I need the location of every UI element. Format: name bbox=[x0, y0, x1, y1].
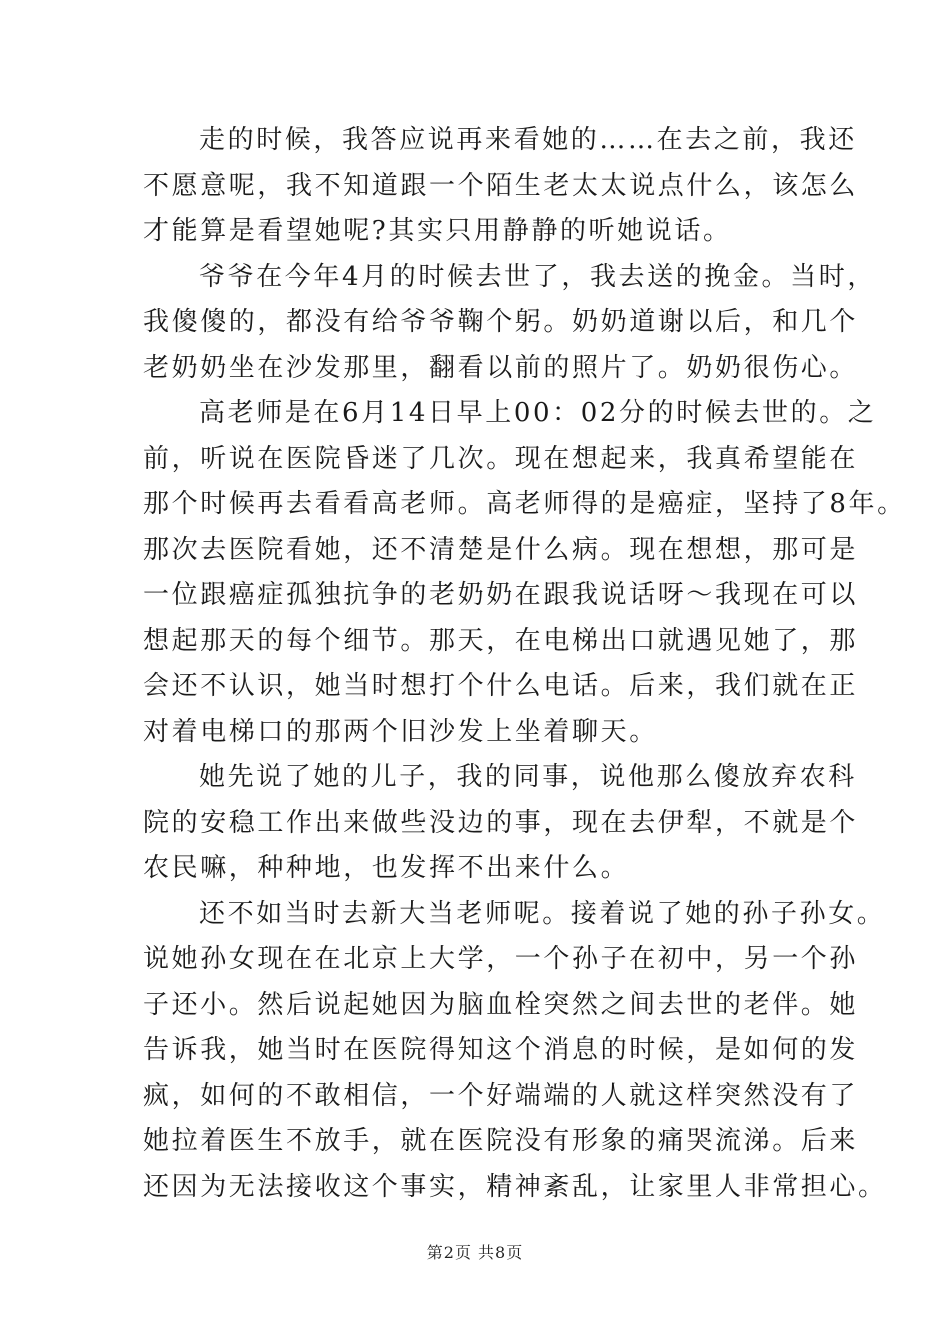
text-line: 子还小。然后说起她因为脑血栓突然之间去世的老伴。她 bbox=[143, 989, 859, 1020]
paragraph-start-line: 高老师是在6月14日早上00：02分的时候去世的。之 bbox=[199, 398, 877, 428]
text-line: 一位跟癌症孤独抗争的老奶奶在跟我说话呀～我现在可以 bbox=[143, 580, 859, 610]
text-line: 还因为无法接收这个事实，精神紊乱，让家里人非常担心。 bbox=[143, 1171, 887, 1202]
text-line: 我傻傻的，都没有给爷爷鞠个躬。奶奶道谢以后，和几个 bbox=[143, 307, 859, 337]
page-footer: 第2页 共8页 bbox=[426, 1243, 524, 1262]
text-line: 对着电梯口的那两个旧沙发上坐着聊天。 bbox=[143, 716, 658, 747]
body-text bbox=[143, 118, 906, 1210]
paragraph-start-line: 走的时候，我答应说再来看她的……在去之前，我还 bbox=[199, 125, 857, 155]
text-line: 才能算是看望她呢?其实只用静静的听她说话。 bbox=[143, 216, 732, 246]
text-line: 告诉我，她当时在医院得知这个消息的时候，是如何的发 bbox=[143, 1035, 859, 1065]
text-line: 院的安稳工作出来做些没边的事，现在去伊犁，不就是个 bbox=[143, 807, 859, 838]
text-line: 那次去医院看她，还不清楚是什么病。现在想想，那可是 bbox=[143, 534, 859, 565]
text-line: 不愿意呢，我不知道跟一个陌生老太太说点什么，该怎么 bbox=[143, 170, 859, 201]
paragraph-start-line: 还不如当时去新大当老师呢。接着说了她的孙子孙女。 bbox=[199, 898, 886, 929]
text-line: 她拉着医生不放手，就在医院没有形象的痛哭流涕。后来 bbox=[143, 1126, 859, 1156]
text-line: 老奶奶坐在沙发那里，翻看以前的照片了。奶奶很伤心。 bbox=[143, 352, 859, 383]
text-line: 疯，如何的不敢相信，一个好端端的人就这样突然没有了 bbox=[143, 1080, 859, 1111]
text-line: 说她孙女现在在北京上大学，一个孙子在初中，另一个孙 bbox=[143, 944, 859, 974]
text-line: 那个时候再去看看高老师。高老师得的是癌症，坚持了8年。 bbox=[143, 489, 906, 519]
text-line: 前，听说在医院昏迷了几次。现在想起来，我真希望能在 bbox=[143, 443, 859, 474]
text-line: 会还不认识，她当时想打个什么电话。后来，我们就在正 bbox=[143, 671, 859, 701]
text-line: 想起那天的每个细节。那天，在电梯出口就遇见她了，那 bbox=[143, 625, 859, 656]
text-line: 农民嘛，种种地，也发挥不出来什么。 bbox=[143, 853, 630, 883]
paragraph-start-line: 爷爷在今年4月的时候去世了，我去送的挽金。当时， bbox=[199, 261, 876, 292]
paragraph-start-line: 她先说了她的儿子，我的同事，说他那么傻放弃农科 bbox=[199, 762, 857, 792]
